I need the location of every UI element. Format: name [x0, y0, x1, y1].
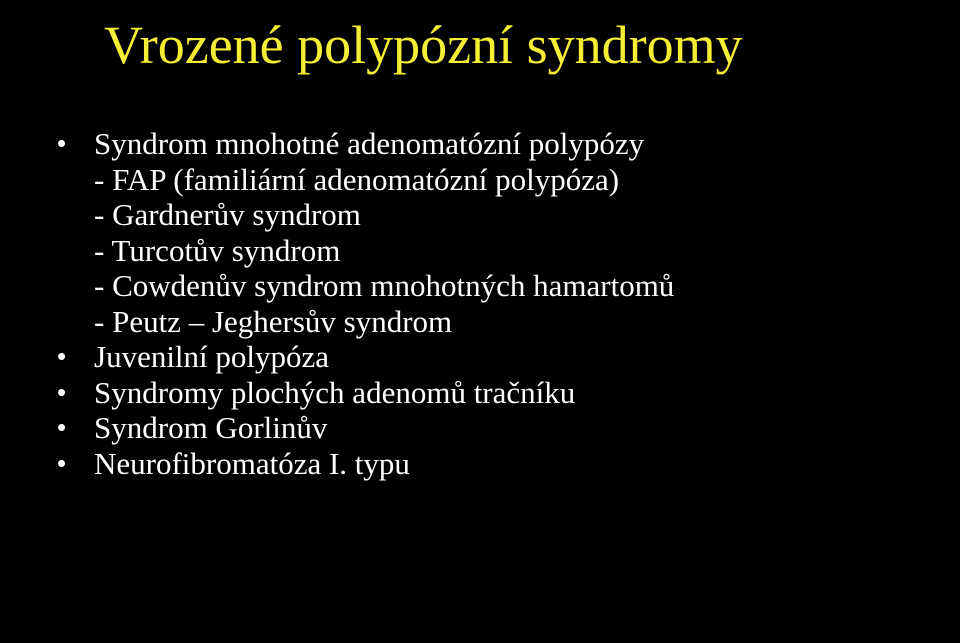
bullet-list	[0, 126, 960, 481]
sub-item: - FAP (familiární adenomatózní polypóza)	[94, 161, 620, 197]
bullet-item: • Syndrom mnohotné adenomatózní polypózy	[0, 126, 960, 162]
sub-item: - Gardnerův syndrom	[94, 197, 361, 232]
bullet-item: • Neurofibromatóza I. typu	[0, 446, 960, 482]
bullet-item: • Syndrom Gorlinův	[0, 410, 960, 446]
sub-item: - Cowdenův syndrom mnohotných hamartomů	[94, 268, 675, 303]
bullet-item: • Syndromy plochých adenomů tračníku	[0, 375, 960, 411]
slide-title: Vrozené polypózní syndromy	[104, 15, 743, 75]
sub-item: - Turcotův syndrom	[94, 232, 341, 268]
sub-item: - Peutz – Jeghersův syndrom	[94, 303, 453, 339]
bullet-item: • Juvenilní polypóza	[0, 339, 960, 375]
